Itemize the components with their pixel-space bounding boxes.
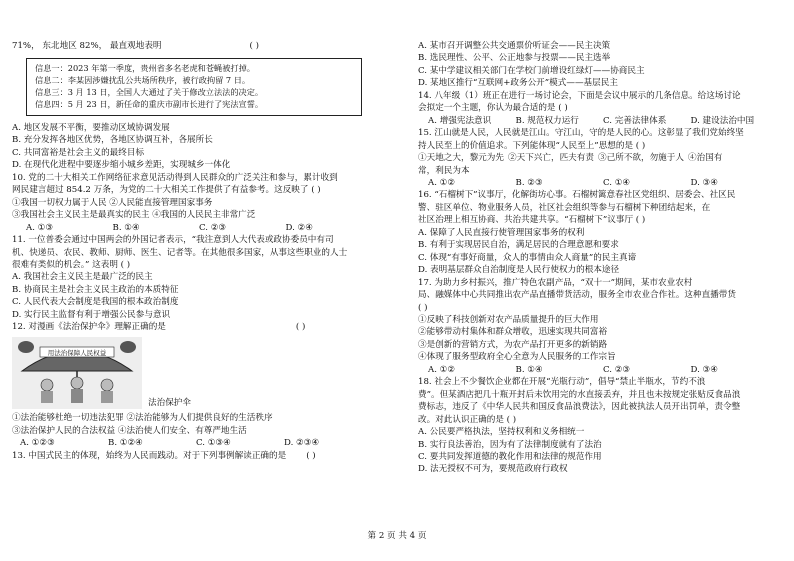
option: B. 协商民主是社会主义民主政治的本质特征 — [12, 284, 179, 295]
q15-stem: 15. 江山就是人民，人民就是江山。守江山，守的是人民的心。这彰显了我们党始终坚 — [418, 128, 744, 139]
answer-paren: ( ) — [306, 450, 316, 461]
option: B. 有利于实现居民自治，满足居民的合理意愿和要求 — [418, 240, 619, 251]
option: A. 公民要严格执法，坚持权利和义务相统一 — [418, 427, 585, 438]
option: A. 地区发展不平衡，要推动区域协调发展 — [12, 123, 170, 134]
choice: C. 完善法律体系 — [603, 115, 667, 126]
q13-stem-text: 13. 中国式民主的体现，始终为人民而践动。对于下列事例解读正确的是 — [12, 450, 287, 461]
q15-items — [418, 152, 778, 164]
q15-item: ②天下兴亡，匹夫有责 — [508, 153, 594, 164]
q10-stem: 网民建言超过 854.2 万条，为党的二十大相关工作提供了有益参考。这反映了 ( ) — [12, 185, 321, 196]
q18-stem: 费标志，违反了《中华人民共和国反食品浪费法》，因此被执法人员开出罚单，责令整 — [418, 402, 741, 413]
q15-item: ③己所不欲，勿施于人 — [598, 153, 684, 164]
option: C. 共同富裕是社会主义的最终目标 — [12, 147, 145, 158]
q11-stem: 11. 一位普委会通过中国两会的外国记者表示，“我注意到人大代表或政协委员中有司 — [12, 235, 334, 246]
cartoon-banner: 用法治保障人民权益 — [47, 348, 107, 357]
q13-stem — [12, 450, 372, 462]
q17-stem: 局、融媒体中心共同推出农产品直播带货活动，服务全市农业合作社。这种直播带货 — [418, 290, 736, 301]
left-column — [12, 40, 372, 462]
info-line: 信息二：李某因涉嫌扰乱公共场所秩序，被行政拘留 7 日。 — [35, 75, 251, 86]
q11-stem: 机、快递员、农民、教师、厨师、医生、记者等。在其他很多国家，从事这些职业的人士 — [12, 247, 348, 258]
cartoon-caption: 法治保护伞 — [148, 397, 191, 408]
q16-stem: 警、驻区单位、物业服务人员，社区社会组织等参与石榴树下种团结起来，在 — [418, 202, 711, 213]
option: D. 某地区推行“互联网+政务公开”模式——基层民主 — [418, 78, 618, 89]
option: D. 实行民主监督有利于增强公民参与意识 — [12, 309, 171, 320]
q14-stem: 会拟定一个主题，你认为最合适的是 ( ) — [418, 103, 568, 114]
option: B. 选民理性、公平、公正地参与投票——民主选举 — [418, 53, 611, 64]
q17-item: ③是创新的营销方式，为农产品打开更多的新销路 — [418, 339, 608, 350]
q15-choices — [418, 177, 778, 189]
q16-stem: 16. “石榴树下”议事厅，化解街坊心事。石榴树篱意春社区党组织、居委会、社区民 — [418, 190, 736, 201]
q14-stem: 14. 八年级（1）班正在进行一场讨论会，下面是会议中展示的几条信息。给这场讨论 — [418, 90, 741, 101]
q17-stem: 17. 为助力乡村振兴，推广特色农副产品，“双十一”期间，某市农业农村 — [418, 277, 693, 288]
page-footer: 第 2 页 共 4 页 — [367, 531, 427, 541]
choice: B. ②③ — [515, 177, 543, 188]
option: B. 充分发挥各地区优势，各地区协调互补，各展所长 — [12, 135, 213, 146]
choice: C. ②③ — [603, 364, 631, 375]
q18-stem: 改。对此认识正确的是 ( ) — [418, 414, 517, 425]
option: D. 法无授权不可为，要规范政府行政权 — [418, 464, 568, 475]
choice: A. ①② — [428, 177, 456, 188]
choice: C. ②③ — [199, 222, 227, 233]
q14-choices — [418, 115, 778, 127]
q9-stem — [12, 40, 372, 52]
q12-stem-text: 12. 对漫画《法治保护伞》理解正确的是 — [12, 322, 166, 333]
q9-stem-text: 71%， 东北地区 82%， 最直观地表明 — [12, 41, 162, 51]
option: C. 要共同发挥道德的教化作用和法律的规范作用 — [418, 451, 602, 462]
option: C. 体现“有事好商量，众人的事情由众人商量”的民主真谛 — [418, 252, 637, 263]
choice: D. 建设法治中国 — [690, 115, 755, 126]
q17-item: ②能够带动村集体和群众增收，迅速实现共同富裕 — [418, 327, 608, 338]
cartoon-illustration — [12, 337, 142, 409]
choice: D. ②③④ — [284, 438, 320, 449]
choice: C. ①③④ — [196, 438, 231, 449]
option: C. 人民代表大会制度是我国的根本政治制度 — [12, 297, 179, 308]
cartoon — [12, 337, 372, 409]
q18-stem: 18. 社会上不少餐饮企业都在开展“光瓶行动”，倡导“禁止半瓶水，节约不浪 — [418, 377, 706, 388]
option: D. 在现代化进程中要逐步缩小城乡差距，实现城乡一体化 — [12, 160, 231, 171]
answer-paren: ( ) — [249, 41, 259, 51]
q17-item: ④体现了服务型政府全心全意为人民服务的工作宗旨 — [418, 352, 616, 363]
info-line: 信息四：5 月 23 日，新任命的重庆市副市长进行了宪法宣誓。 — [35, 99, 264, 110]
q15-item: ①天地之大，黎元为先 — [418, 153, 504, 164]
option: A. 保障了人民直接行使管理国家事务的权利 — [418, 227, 585, 238]
info-line: 信息一：2023 年第一季度，贵州省多名老虎和苍蝇被打掉。 — [35, 63, 255, 74]
q15-item-tail: 常，利民为本 — [418, 165, 470, 176]
choice: B. ①④ — [112, 222, 140, 233]
q17-choices — [418, 364, 778, 376]
choice: D. ③④ — [690, 177, 718, 188]
choice: C. ①④ — [603, 177, 631, 188]
q10-choices — [12, 222, 372, 234]
choice: A. ①② — [428, 364, 456, 375]
option: A. 我国社会主义民主是最广泛的民主 — [12, 272, 153, 283]
q15-item: ④治国有 — [688, 153, 723, 164]
q12-item: ③法治保护人民的合法权益 ④法治使人们安全、有尊严地生活 — [12, 425, 247, 436]
q12-stem — [12, 321, 372, 333]
choice: B. ①④ — [515, 364, 543, 375]
choice: B. 规范权力运行 — [515, 115, 579, 126]
choice: D. ②④ — [285, 222, 313, 233]
q11-stem: 很难有类似的机会。” 这表明 ( ) — [12, 260, 131, 270]
option: D. 表明基层群众自治制度是人民行使权力的根本途径 — [418, 265, 620, 276]
option: C. 某中学建议相关部门在学校门前增设红绿灯——协商民主 — [418, 65, 645, 76]
info-line: 信息三：3 月 13 日，全国人大通过了关于修改立法法的决定。 — [35, 87, 264, 98]
q17-item: ①反映了科技创新对农产品质量提升的巨大作用 — [418, 314, 599, 325]
choice: A. ①②③ — [20, 438, 55, 449]
q10-item: ③我国社会主义民主是最真实的民主 ④我国的人民民主非常广泛 — [12, 210, 256, 221]
choice: B. ①②④ — [108, 438, 143, 449]
right-column — [418, 40, 778, 476]
q15-stem: 持人民至上的价值追求。下列能体现“人民至上”思想的是 ( ) — [418, 140, 646, 151]
answer-paren: ( ) — [295, 322, 306, 333]
q18-stem: 费”。但某酒店把几十瓶开封后未饮用完的水直接丢弃，并且也未按规定张贴反食品浪 — [418, 389, 741, 400]
choice: A. ①③ — [26, 222, 54, 233]
q10-stem: 10. 党的二十大相关工作网络征求意见活动得到人民群众的广泛关注和参与，累计收到 — [12, 172, 338, 183]
q17-stem: ( ) — [418, 302, 428, 313]
q12-choices — [12, 437, 372, 449]
q10-item: ①我国一切权力属于人民 ②人民能直接管理国家事务 — [12, 197, 213, 208]
info-box — [26, 58, 362, 116]
choice: A. 增强宪法意识 — [428, 115, 492, 126]
choice: D. ③④ — [690, 364, 718, 375]
option: A. 某市召开调整公共交通票价听证会——民主决策 — [418, 41, 611, 51]
q12-item: ①法治能够杜绝一切违法犯罪 ②法治能够为人们提供良好的生活秩序 — [12, 413, 273, 424]
option: B. 实行良法善治，因为有了法律制度就有了法治 — [418, 439, 602, 450]
q16-stem: 社区治理上相互协商、共治共建共享。“石榴树下”议事厅 ( ) — [418, 215, 646, 226]
